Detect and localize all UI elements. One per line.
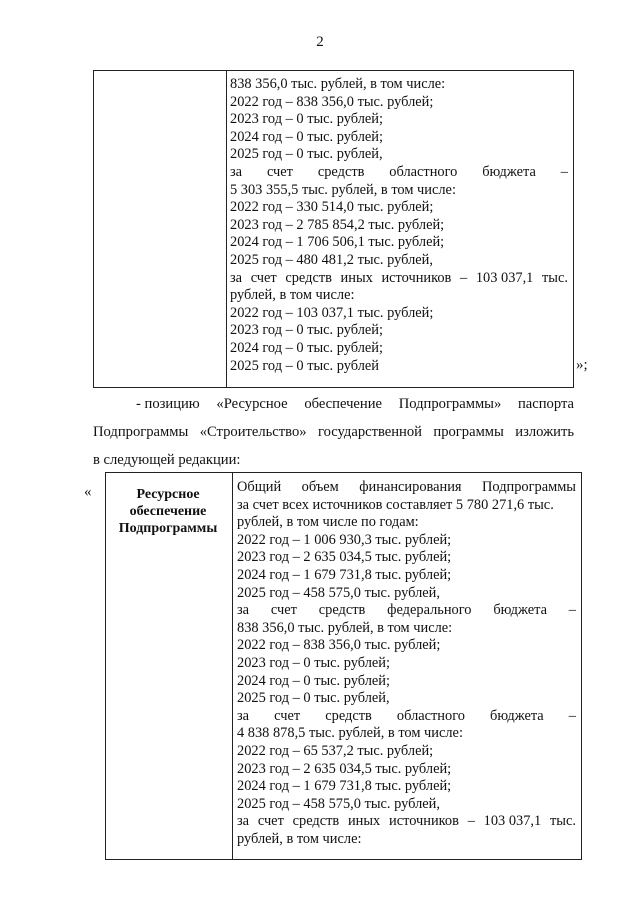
- resource-value-word: тыс.: [549, 813, 576, 830]
- table-continuation-line: 2024 год – 0 тыс. рублей;: [230, 339, 383, 356]
- resource-value-line: 2023 год – 2 635 034,5 тыс. рублей;: [237, 760, 452, 777]
- resource-value-word: за: [237, 707, 250, 724]
- table-continuation-line: [230, 270, 568, 288]
- paragraph-word: - позицию: [136, 396, 200, 412]
- resource-value-word: Подпрограммы: [482, 479, 576, 495]
- table-continuation-line: 2024 год – 1 706 506,1 тыс. рублей;: [230, 234, 445, 251]
- table-continuation-line: [230, 164, 568, 182]
- resource-value-line: 2024 год – 1 679 731,8 тыс. рублей;: [237, 566, 452, 583]
- resource-value-word: –: [568, 707, 576, 724]
- paragraph-word: обеспечение: [304, 396, 382, 412]
- resource-header-line: Ресурсное: [136, 487, 200, 502]
- resource-value-line: 2025 год – 458 575,0 тыс. рублей,: [237, 795, 440, 812]
- resource-value-line: 2024 год – 0 тыс. рублей;: [237, 672, 390, 689]
- resource-value-word: счет: [270, 602, 297, 619]
- paragraph-word: Подпрограммы: [93, 424, 189, 440]
- table-continuation-word: иных: [340, 269, 373, 286]
- table-continuation-word: средств: [285, 269, 332, 286]
- resource-header-line: Подпрограммы: [118, 521, 218, 536]
- table-continuation-line: 2025 год – 0 тыс. рублей: [230, 357, 379, 374]
- resource-value-word: иных: [347, 813, 381, 830]
- resource-value-word: средств: [292, 813, 340, 830]
- resource-value-line: рублей, в том числе:: [237, 830, 362, 847]
- paragraph-word: паспорта: [517, 396, 574, 412]
- resource-value-word: 103 037,1: [483, 813, 542, 830]
- table-continuation-word: 103 037,1: [475, 269, 534, 286]
- resource-value-cell: [237, 479, 576, 848]
- table-continuation-word: –: [560, 163, 568, 180]
- closing-quote: »;: [576, 357, 588, 373]
- table-continuation-word: областного: [389, 163, 458, 180]
- paragraph-word: Подпрограммы»: [398, 396, 502, 412]
- paragraph-word: «Строительство»: [199, 424, 307, 440]
- opening-quote: «: [84, 484, 92, 500]
- paragraph-line-2: [93, 424, 574, 441]
- resource-value-word: –: [467, 813, 475, 830]
- table-continuation-line: 2022 год – 103 037,1 тыс. рублей;: [230, 304, 434, 321]
- resource-value-word: за: [237, 602, 250, 619]
- resource-value-line: 2024 год – 1 679 731,8 тыс. рублей;: [237, 778, 452, 795]
- table-continuation-line: 2023 год – 0 тыс. рублей;: [230, 111, 383, 128]
- table-continuation-line: 2025 год – 0 тыс. рублей,: [230, 146, 383, 163]
- table-continuation-word: за: [230, 269, 243, 286]
- resource-value-word: областного: [396, 707, 465, 724]
- table-continuation-line: 838 356,0 тыс. рублей, в том числе:: [230, 76, 446, 92]
- table-continuation-word: источников: [381, 269, 452, 286]
- paragraph-line-1: [136, 396, 574, 413]
- table-continuation-cell: [230, 76, 568, 375]
- resource-value-line: рублей, в том числе по годам:: [237, 514, 419, 531]
- table-continuation-line: 2022 год – 330 514,0 тыс. рублей;: [230, 199, 434, 216]
- table-continuation-line: 2025 год – 480 481,2 тыс. рублей,: [230, 251, 433, 268]
- resource-value-line: [237, 813, 576, 831]
- resource-value-line: 2022 год – 65 537,2 тыс. рублей;: [237, 742, 434, 759]
- resource-value-word: средств: [318, 602, 366, 619]
- resource-value-word: федерального: [387, 602, 472, 619]
- table-continuation-line: 2023 год – 0 тыс. рублей;: [230, 322, 383, 339]
- paragraph-word: «Ресурсное: [216, 396, 288, 412]
- resource-value-word: Общий: [237, 479, 282, 495]
- resource-value-word: счет: [274, 707, 301, 724]
- resource-value-word: –: [568, 602, 576, 619]
- resource-value-line: [237, 479, 576, 497]
- table-continuation-word: тыс.: [542, 269, 568, 286]
- column-divider: [232, 473, 233, 859]
- table-continuation-line: 5 303 355,5 тыс. рублей, в том числе:: [230, 181, 456, 198]
- table-continuation-word: счет: [266, 163, 293, 180]
- table-continuation-line: 2023 год – 2 785 854,2 тыс. рублей;: [230, 216, 445, 233]
- resource-value-line: 2023 год – 2 635 034,5 тыс. рублей;: [237, 549, 452, 566]
- table-continuation-line: 2022 год – 838 356,0 тыс. рублей;: [230, 93, 434, 110]
- resource-value-word: бюджета: [493, 602, 547, 619]
- resource-header-cell: [108, 486, 228, 537]
- resource-value-word: источников: [389, 813, 459, 830]
- resource-value-line: [237, 708, 576, 726]
- table-continuation-word: –: [459, 269, 468, 286]
- resource-value-word: бюджета: [490, 707, 544, 724]
- page-number: 2: [316, 34, 324, 50]
- paragraph-word: программы: [433, 424, 504, 440]
- resource-value-line: 2022 год – 1 006 930,3 тыс. рублей;: [237, 531, 452, 548]
- resource-value-word: финансирования: [359, 479, 462, 495]
- column-divider: [226, 71, 227, 387]
- resource-value-word: за: [237, 813, 250, 830]
- paragraph-word: государственной: [317, 424, 422, 440]
- table-continuation-word: бюджета: [482, 163, 536, 180]
- table-continuation-word: за: [230, 163, 243, 180]
- resource-value-word: средств: [325, 707, 372, 724]
- resource-value-line: 2025 год – 458 575,0 тыс. рублей,: [237, 584, 440, 601]
- table-continuation-line: 2024 год – 0 тыс. рублей;: [230, 128, 383, 145]
- resource-value-word: счет: [257, 813, 284, 830]
- paragraph-line-3: в следующей редакции:: [93, 452, 241, 468]
- table-continuation-word: счет: [250, 269, 277, 286]
- resource-value-line: [237, 602, 576, 620]
- resource-value-line: 4 838 878,5 тыс. рублей, в том числе:: [237, 725, 463, 742]
- resource-value-line: за счет всех источников составляет 5 780 271,6 тыс.: [237, 496, 554, 513]
- resource-value-line: 2022 год – 838 356,0 тыс. рублей;: [237, 637, 441, 654]
- resource-value-line: 2023 год – 0 тыс. рублей;: [237, 654, 390, 671]
- table-continuation-word: средств: [317, 163, 365, 180]
- resource-value-line: 2025 год – 0 тыс. рублей,: [237, 690, 390, 707]
- paragraph-word: изложить: [515, 424, 574, 440]
- table-continuation-line: рублей, в том числе:: [230, 287, 355, 304]
- resource-value-line: 838 356,0 тыс. рублей, в том числе:: [237, 619, 453, 636]
- resource-header-line: обеспечение: [129, 504, 207, 519]
- resource-value-word: объем: [301, 479, 339, 495]
